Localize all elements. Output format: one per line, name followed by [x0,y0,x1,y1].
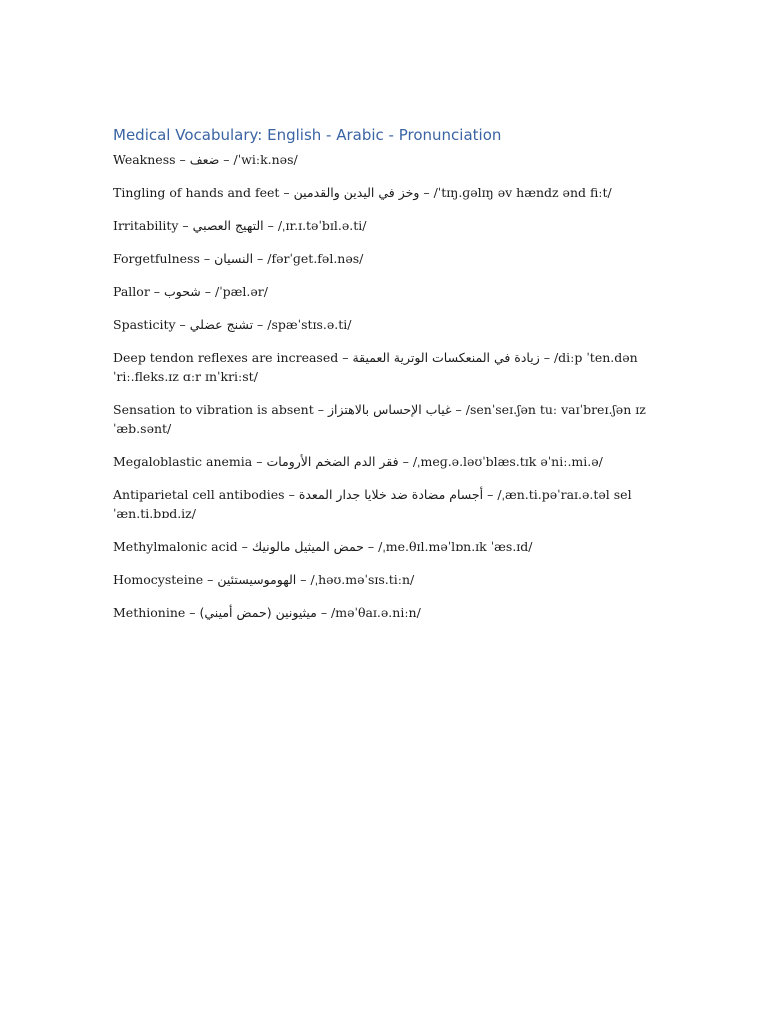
separator: – [149,284,165,299]
separator: – [185,605,200,620]
english-term: Deep tendon reflexes are increased [113,350,339,365]
english-term: Megaloblastic anemia [113,454,253,469]
document-title: Medical Vocabulary: English - Arabic - Pronunciation [113,126,502,144]
separator: – [313,402,328,417]
separator: – [219,152,234,167]
separator: – [203,572,218,587]
document-page [113,124,658,636]
arabic-term: وخز في اليدين والقدمين [293,185,420,200]
separator: – [178,218,193,233]
pronunciation: /spæˈstɪs.ə.ti/ [267,317,352,332]
vocabulary-entry [113,150,658,169]
vocabulary-entry [113,183,658,202]
separator: – [175,152,190,167]
separator: – [451,402,466,417]
english-term: Methionine [113,605,186,620]
arabic-term: حمض الميثيل مالونيك [251,539,364,554]
arabic-term: غياب الإحساس بالاهتزاز [327,402,452,417]
vocabulary-entry [113,249,658,268]
separator: – [296,572,311,587]
pronunciation: /ˌhəʊ.məˈsɪs.tiːn/ [310,572,415,587]
pronunciation: /ˈpæl.ər/ [215,284,268,299]
pronunciation: /ˈwiːk.nəs/ [233,152,298,167]
separator: – [539,350,554,365]
pronunciation: /ˌmeɡ.ə.ləʊˈblæs.tɪk əˈniː.mi.ə/ [412,454,603,469]
vocabulary-entry [113,282,658,301]
vocabulary-entry [113,400,658,438]
pronunciation: /senˈseɪ.ʃən tuː vaɪˈbreɪ.ʃən ɪz ˈæb.sənt/ [113,402,646,436]
arabic-term: فقر الدم الضخم الأرومات [266,454,399,469]
separator: – [338,350,353,365]
english-term: Spasticity [113,317,176,332]
arabic-term: تشنج عضلي [189,317,254,332]
vocabulary-list [113,150,658,622]
separator: – [252,454,267,469]
pronunciation: /fərˈɡet.fəl.nəs/ [267,251,364,266]
english-term: Irritability [113,218,179,233]
arabic-term: أجسام مضادة ضد خلايا جدار المعدة [298,487,484,502]
vocabulary-entry [113,315,658,334]
separator: – [363,539,379,554]
separator: – [398,454,413,469]
arabic-term: زيادة في المنعكسات الوترية العميقة [352,350,540,365]
separator: – [175,317,190,332]
separator: – [419,185,434,200]
english-term: Weakness [113,152,176,167]
pronunciation: /məˈθaɪ.ə.niːn/ [331,605,421,620]
pronunciation: /ˌæn.ti.pəˈraɪ.ə.təl sel ˈæn.ti.bɒd.iz/ [113,487,632,521]
english-term: Sensation to vibration is absent [113,402,314,417]
arabic-term: ميثيونين (حمض أميني) [199,605,317,620]
separator: – [279,185,294,200]
pronunciation: /ˈtɪŋ.ɡəlɪŋ əv hændz ənd fiːt/ [433,185,612,200]
separator: – [316,605,332,620]
separator: – [483,487,498,502]
pronunciation: /ˌme.θɪl.məˈlɒn.ɪk ˈæs.ɪd/ [378,539,533,554]
arabic-term: النسيان [214,251,254,266]
vocabulary-entry [113,348,658,386]
vocabulary-entry [113,537,658,556]
arabic-term: الهوموسيستئين [217,572,297,587]
separator: – [253,251,268,266]
arabic-term: التهيج العصبي [192,218,264,233]
english-term: Pallor [113,284,150,299]
separator: – [199,251,215,266]
separator: – [263,218,278,233]
pronunciation: /ˌɪr.ɪ.təˈbɪl.ə.ti/ [277,218,367,233]
english-term: Homocysteine [113,572,204,587]
separator: – [237,539,252,554]
english-term: Antiparietal cell antibodies [113,487,285,502]
pronunciation: /diːp ˈten.dən ˈriː.fleks.ɪz ɑːr ɪnˈkriːst/ [113,350,638,384]
arabic-term: ضعف [189,152,220,167]
separator: – [200,284,215,299]
separator: – [253,317,268,332]
vocabulary-entry [113,452,658,471]
separator: – [284,487,299,502]
english-term: Tingling of hands and feet [113,185,280,200]
vocabulary-entry [113,603,658,622]
english-term: Methylmalonic acid [113,539,238,554]
arabic-term: شحوب [164,284,201,299]
vocabulary-entry [113,485,658,523]
english-term: Forgetfulness [113,251,200,266]
vocabulary-entry [113,570,658,589]
vocabulary-entry [113,216,658,235]
